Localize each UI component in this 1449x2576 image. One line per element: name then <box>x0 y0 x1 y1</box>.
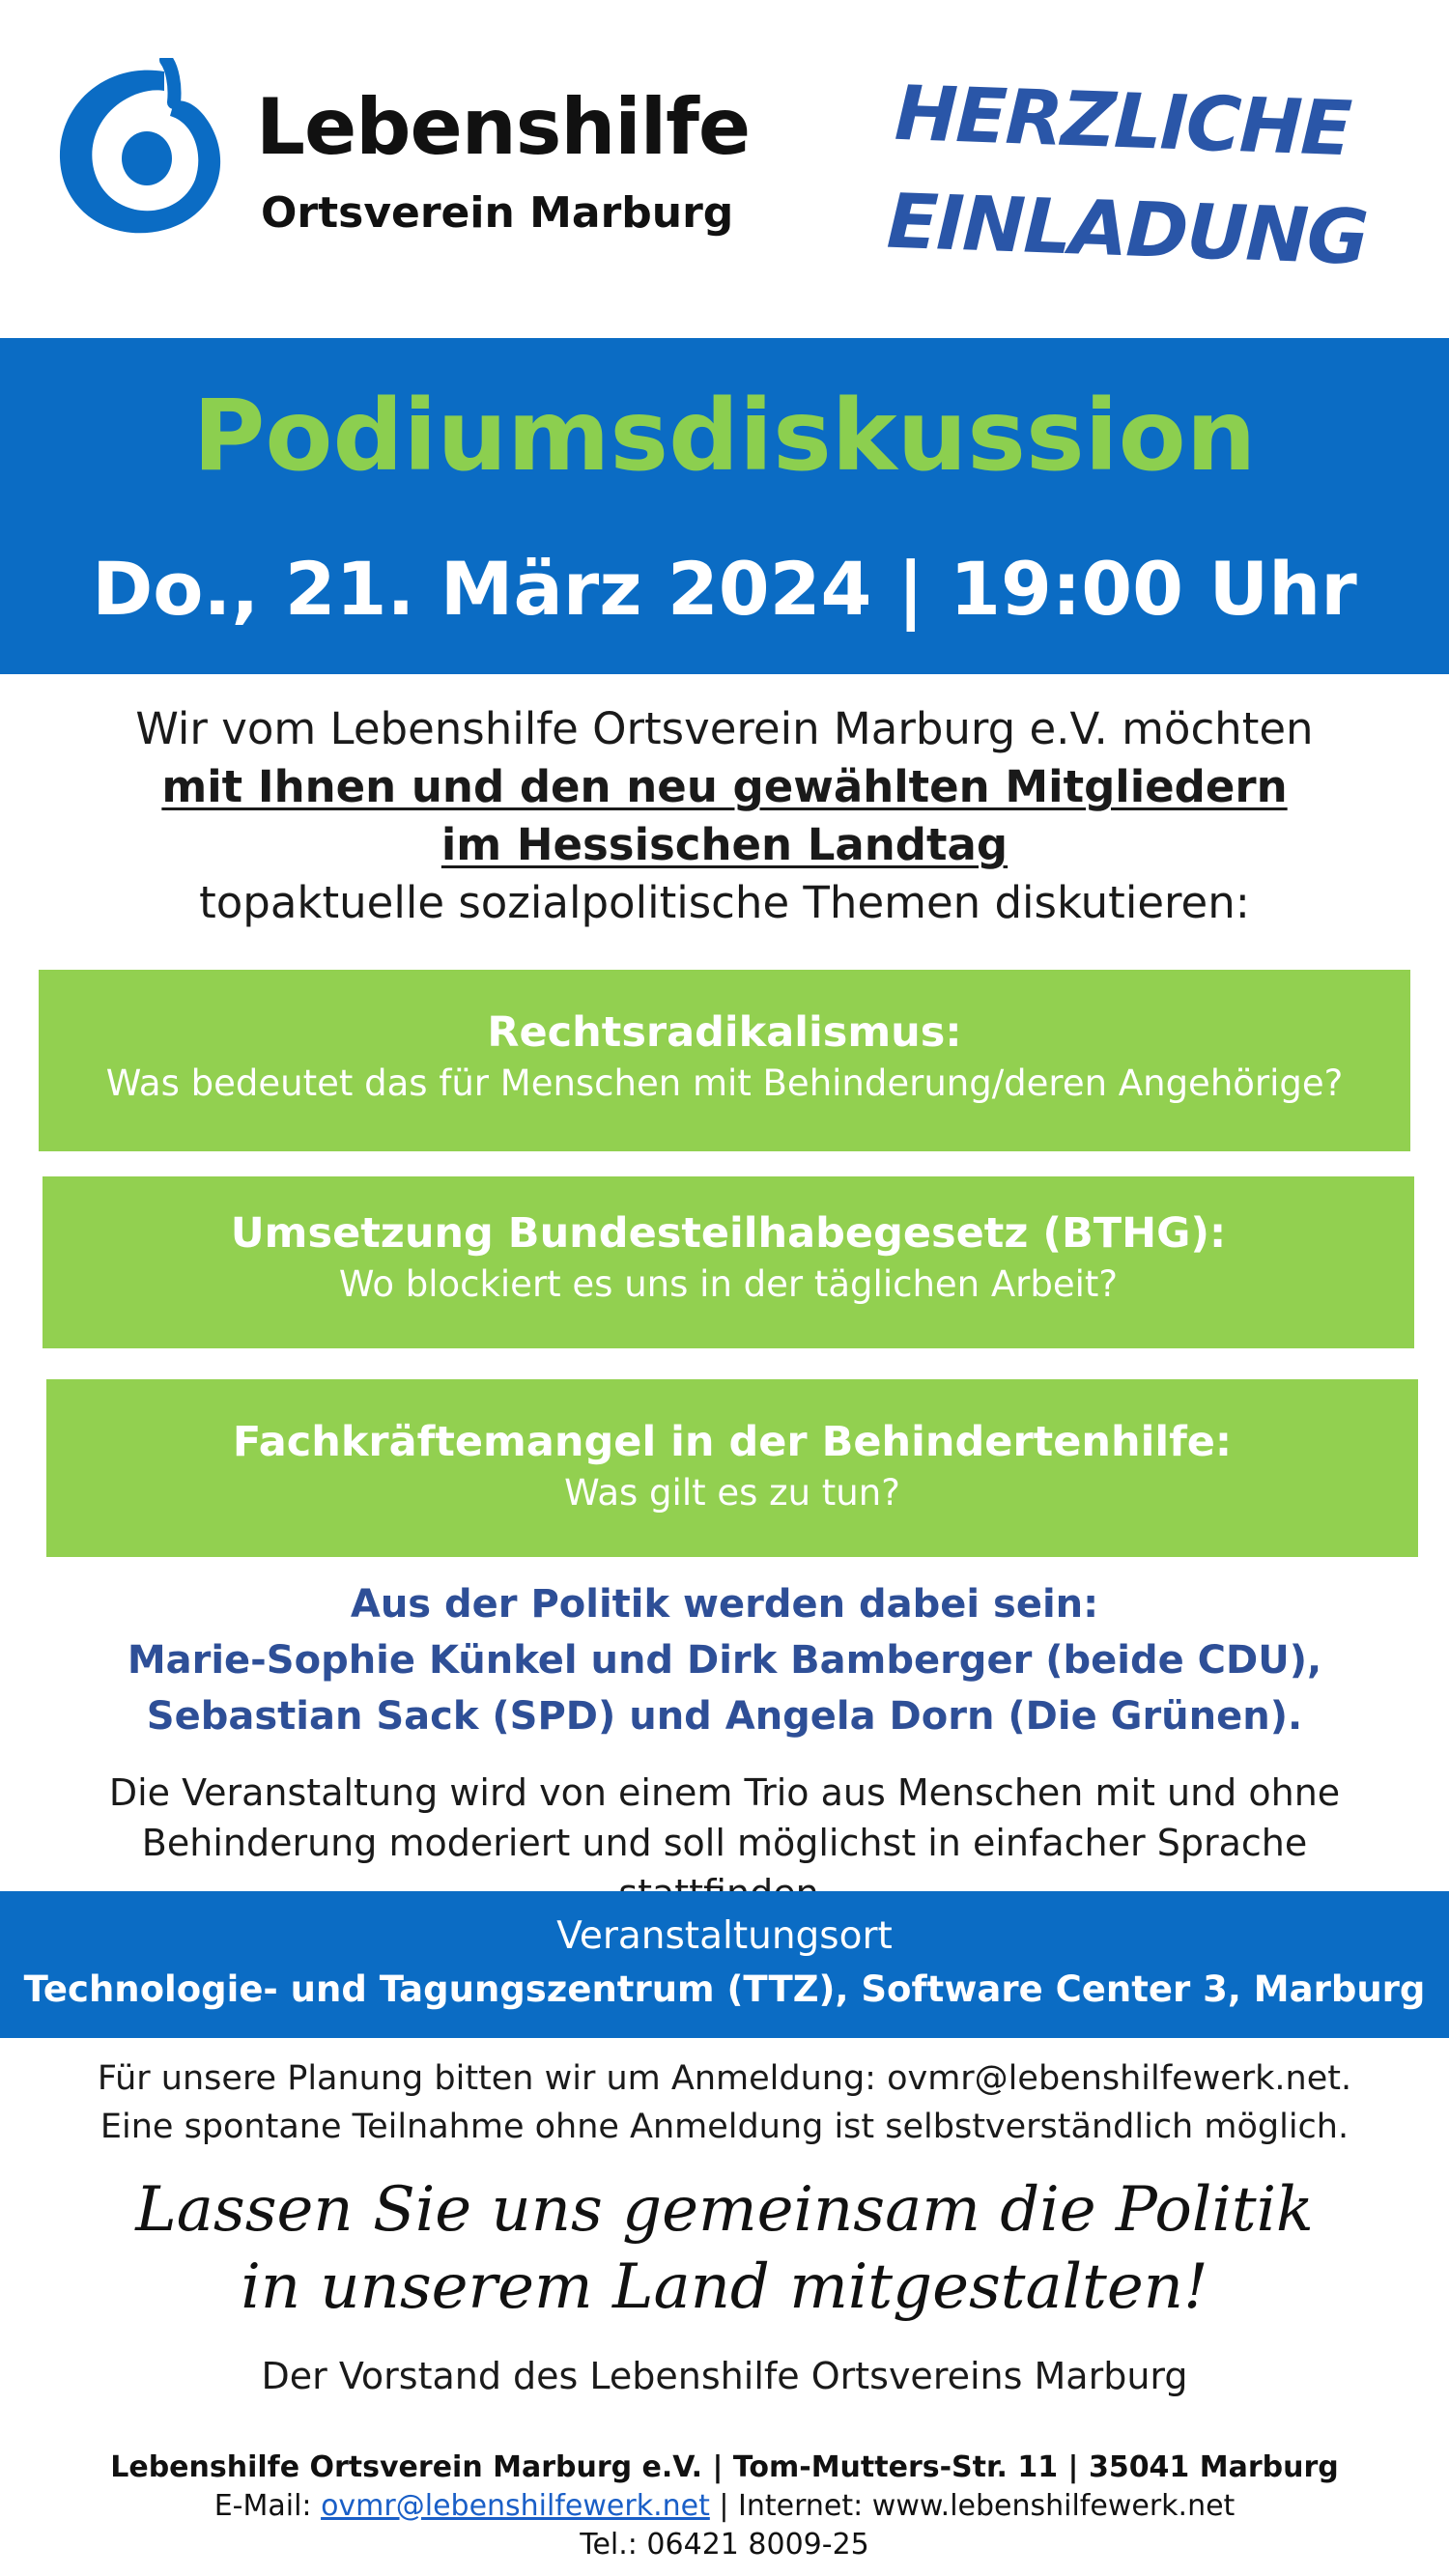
slogan-line-1: Lassen Sie uns gemeinsam die Politik <box>135 2174 1314 2246</box>
slogan-line-2: in unserem Land mitgestalten! <box>241 2251 1208 2323</box>
topic-heading: Rechtsradikalismus: <box>487 1008 962 1057</box>
board-signature: Der Vorstand des Lebenshilfe Ortsvereins Marburg <box>261 2355 1188 2397</box>
topic-question: Wo blockiert es uns in der täglichen Arbeit? <box>338 1263 1119 1305</box>
brand-subtitle: Ortsverein Marburg <box>261 188 734 238</box>
footer-email-label: E-Mail: <box>213 2489 312 2523</box>
topic-box <box>39 970 1410 1151</box>
intro-line-2: mit Ihnen und den neu gewählten Mitgliedern <box>161 761 1288 812</box>
intro-line-3: im Hessischen Landtag <box>440 819 1009 870</box>
topic-heading: Fachkräftemangel in der Behindertenhilfe: <box>232 1418 1233 1466</box>
politics-names-1: Marie-Sophie Künkel und Dirk Bamberger (beide CDU), <box>127 1638 1322 1683</box>
invitation-heading <box>885 60 1369 293</box>
venue-label: Veranstaltungsort <box>556 1914 893 1958</box>
footer <box>29 2449 1420 2564</box>
slogan <box>39 2171 1410 2326</box>
event-date: Do., 21. März 2024 | 19:00 Uhr <box>92 546 1357 632</box>
topic-question: Was bedeutet das für Menschen mit Behinderung/deren Angehörige? <box>105 1062 1344 1104</box>
footer-email-link[interactable]: ovmr@lebenshilfewerk.net <box>321 2489 710 2523</box>
moderation-line-2: Behinderung moderiert und soll möglichst in einfacher Sprache <box>141 1822 1308 1864</box>
topic-box <box>43 1176 1414 1348</box>
registration-line-1: Für unsere Planung bitten wir um Anmeldung: ovmr@lebenshilfewerk.net. <box>97 2059 1352 2098</box>
lebenshilfe-logo-icon <box>50 58 234 241</box>
venue-band <box>0 1891 1449 2038</box>
politics-intro: Aus der Politik werden dabei sein: <box>350 1582 1099 1627</box>
footer-address: Lebenshilfe Ortsverein Marburg e.V. | Tom-Mutters-Str. 11 | 35041 Marburg <box>110 2450 1339 2484</box>
event-title: Podiumsdiskussion <box>192 379 1257 494</box>
brand-name: Lebenshilfe <box>256 82 751 172</box>
registration-text <box>39 2054 1410 2151</box>
registration-line-2: Eine spontane Teilnahme ohne Anmeldung ist selbstverständlich möglich. <box>99 2108 1350 2146</box>
footer-contact <box>29 2487 1420 2526</box>
invitation-line-1: HERZLICHE <box>893 70 1352 174</box>
moderation-line-1: Die Veranstaltung wird von einem Trio aus Menschen mit und ohne <box>108 1771 1341 1814</box>
politicians-list <box>39 1576 1410 1744</box>
intro-line-4: topaktuelle sozialpolitische Themen diskutieren: <box>199 877 1250 928</box>
footer-phone: Tel.: 06421 8009-25 <box>580 2528 869 2562</box>
intro-line-1: Wir vom Lebenshilfe Ortsverein Marburg e.V. möchten <box>135 703 1314 754</box>
topic-heading: Umsetzung Bundesteilhabegesetz (BTHG): <box>230 1209 1227 1258</box>
venue-address: Technologie- und Tagungszentrum (TTZ), Software Center 3, Marburg <box>23 1968 1426 2010</box>
intro-text <box>39 700 1410 932</box>
politics-names-2: Sebastian Sack (SPD) und Angela Dorn (Die Grünen). <box>146 1694 1303 1739</box>
topic-box <box>46 1379 1418 1557</box>
footer-internet: | Internet: www.lebenshilfewerk.net <box>719 2489 1236 2523</box>
invitation-line-2: EINLADUNG <box>885 178 1369 282</box>
topic-question: Was gilt es zu tun? <box>564 1472 900 1514</box>
